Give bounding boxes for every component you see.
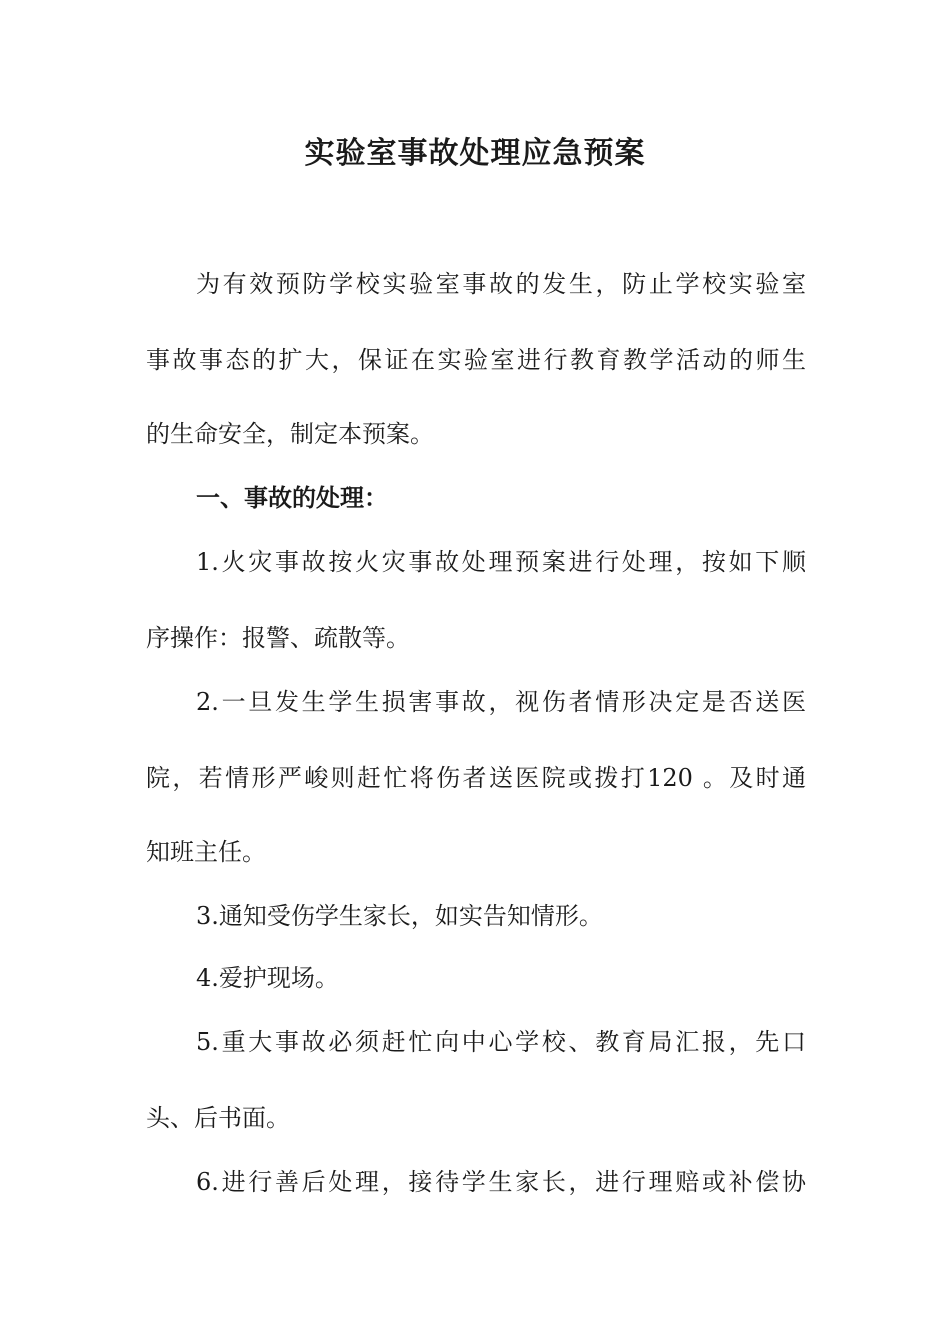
item-2-line-2: 院，若情形严峻则赶忙将伤者送医院或拨打120 。及时通: [146, 764, 806, 792]
item-3: 3.通知受伤学生家长，如实告知情形。: [196, 902, 603, 930]
intro-line-1: 为有效预防学校实验室事故的发生，防止学校实验室: [196, 270, 806, 298]
item-4: 4.爱护现场。: [196, 964, 339, 992]
item-1-line-2: 序操作：报警、疏散等。: [146, 624, 410, 652]
item-5-line-2: 头、后书面。: [146, 1104, 290, 1132]
item-2-line-1: 2.一旦发生学生损害事故，视伤者情形决定是否送医: [196, 688, 806, 716]
intro-line-3: 的生命安全，制定本预案。: [146, 420, 434, 448]
intro-line-2: 事故事态的扩大，保证在实验室进行教育教学活动的师生: [146, 346, 806, 374]
item-5-line-1: 5.重大事故必须赶忙向中心学校、教育局汇报，先口: [196, 1028, 806, 1056]
item-1-line-1: 1.火灾事故按火灾事故处理预案进行处理，按如下顺: [196, 548, 806, 576]
document-title: 实验室事故处理应急预案: [304, 136, 646, 171]
item-6-line-1: 6.进行善后处理，接待学生家长，进行理赔或补偿协: [196, 1168, 806, 1196]
section-heading: 一、事故的处理：: [196, 483, 388, 512]
item-2-line-3: 知班主任。: [146, 838, 266, 866]
